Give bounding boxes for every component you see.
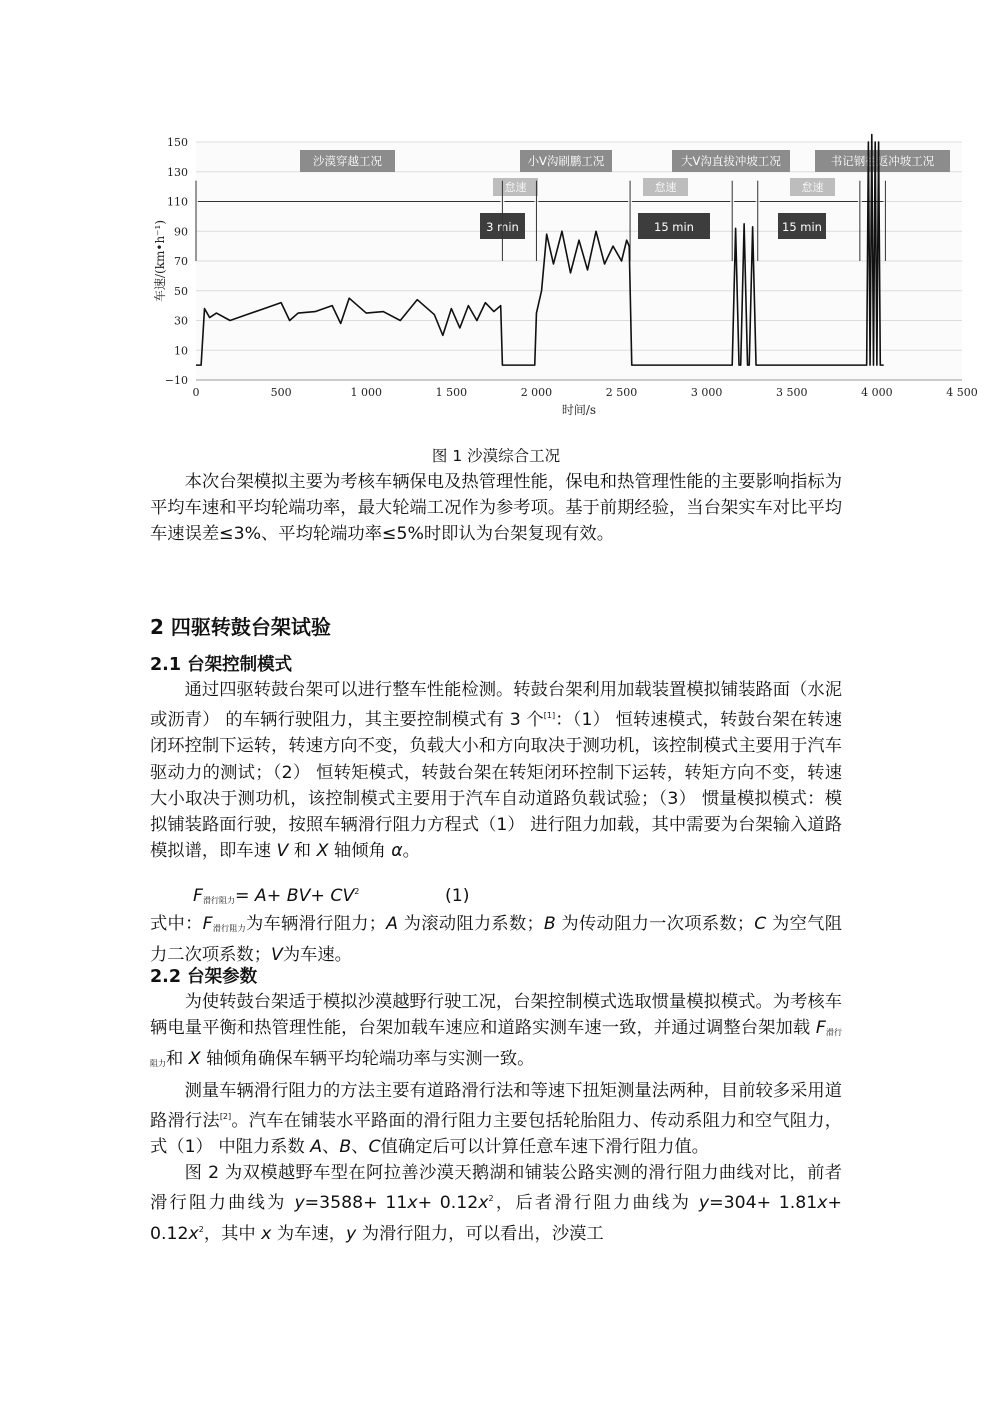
s22p3-f1b: + 0.12 <box>417 1193 479 1214</box>
idle-label: 怠速 <box>654 181 677 194</box>
var-X: X <box>316 841 329 862</box>
where-F: F <box>202 914 213 934</box>
section-2-2-paragraph-3 <box>150 1160 842 1247</box>
s22p1-F: F <box>815 1018 826 1039</box>
where-clause-block <box>150 911 842 968</box>
s21-period: 。 <box>402 841 420 862</box>
where-V: V <box>270 945 283 966</box>
y-tick-label: 150 <box>167 136 188 149</box>
s22p3-x2: x <box>478 1193 489 1214</box>
s22p2-c: 值确定后可以计算任意车速下滑行阻力值。 <box>380 1137 709 1158</box>
figure-caption: 图 1 沙漠综合工况 <box>431 447 561 465</box>
y-tick-label: 50 <box>174 284 188 298</box>
section-2-2-title: 2.2 台架参数 <box>150 967 258 987</box>
eq-subscript: 滑行阻力 <box>202 896 235 905</box>
eq-rhs: = A+ BV+ CV <box>234 886 355 906</box>
x-axis-title: 时间/s <box>561 403 597 417</box>
s21-and: 和 <box>288 841 317 862</box>
where-B: B <box>543 914 556 934</box>
x-tick-label: 3 000 <box>690 386 723 399</box>
s22p3-y3: y <box>346 1223 357 1244</box>
phase-label: 沙漠穿越工况 <box>313 154 382 168</box>
s22p3-e: 为滑行阻力，可以看出，沙漠工 <box>356 1223 604 1244</box>
section-2-1-paragraph <box>150 677 842 864</box>
s22p3-x5: x <box>261 1223 272 1244</box>
section-2-1-title: 2.1 台架控制模式 <box>150 655 293 675</box>
s22p2-A: A <box>310 1137 323 1158</box>
y-axis-title: 车速/(km•h⁻¹) <box>153 219 167 303</box>
s21-text-a: 通过四驱转鼓台架可以进行整车性能检测。转鼓台架利用加载装置模拟铺装路面（水泥或沥青） 的车辆行驶阻力，其主要控制模式有 3 个 <box>150 680 842 731</box>
section-2-2-paragraph-2 <box>150 1078 842 1161</box>
y-tick-label: 110 <box>167 195 188 209</box>
s22p3-y1: y <box>294 1193 305 1214</box>
s22p2-B: B <box>339 1137 352 1158</box>
x-tick-label: 4 500 <box>946 386 978 399</box>
section-2-1-body <box>150 677 842 864</box>
x-tick-label: 2 000 <box>520 386 553 399</box>
s22p2-sep2: 、 <box>351 1137 369 1158</box>
eq-F: F <box>193 886 203 906</box>
interval-label: 3 min <box>486 220 519 234</box>
x-tick-label: 3 500 <box>776 386 808 399</box>
s22p2-b: 。汽车在铺装水平路面的滑行阻力主要包括轮胎阻力、传动系阻力和空气阻力，式（1） 中阻力系数 <box>150 1110 842 1158</box>
where-clause <box>150 911 842 968</box>
interval-label: 15 min <box>782 220 822 234</box>
y-tick-label: 10 <box>174 344 188 358</box>
y-tick-label: 130 <box>167 165 188 179</box>
s22p2-a: 测量车辆滑行阻力的方法主要有道路滑行法和等速下扭矩测量法两种，目前较多采用道路滑行法 <box>150 1080 842 1131</box>
s22p1-b: 和 <box>166 1049 189 1070</box>
var-V: V <box>276 841 289 862</box>
s22p2-sep1: 、 <box>322 1137 340 1158</box>
reference-2: [2] <box>219 1111 232 1121</box>
s22p3-y2: y <box>698 1193 710 1214</box>
where-e: 为空气阻力二次项系数； <box>150 914 842 966</box>
phase-label: 书记钢往返冲坡工况 <box>830 154 935 168</box>
s21-text-b: ：（1） 恒转速模式，转鼓台架在转速闭环控制下运转，转速方向不变，负载大小和方向取决于测功机，该控制模式主要用于汽车驱动力的测试；（2） 恒转矩模式，转鼓台架在转矩闭环控制下运转，转矩方向不变，转速大小取决于测功机，该控制模式主要用于汽车自动道路负载试验；（3） 惯量模拟模式：模拟铺装路面行驶，按照车辆滑行阻力方程式（1） 进行阻力加载，其中需要为台架输入道路模拟谱，即车速 <box>150 710 842 862</box>
where-A: A <box>386 914 398 934</box>
section-2-2-body <box>150 989 842 1247</box>
section-2-title: 2 四驱转鼓台架试验 <box>150 615 331 639</box>
s21-text-c: 轴倾角 <box>328 841 392 862</box>
reference-1: [1] <box>543 711 556 721</box>
s22p2-C: C <box>368 1137 381 1158</box>
equation-1 <box>193 886 470 906</box>
where-prefix: 式中： <box>150 914 203 934</box>
var-alpha: α <box>391 841 403 862</box>
x-tick-label: 4 000 <box>861 386 893 399</box>
y-tick-label: 30 <box>174 314 188 328</box>
intro-paragraph: 本次台架模拟主要为考核车辆保电及热管理性能，保电和热管理性能的主要影响指标为平均车速和平均轮端功率，最大轮端工况作为参考项。基于前期经验，当台架实车对比平均车速误差≤3%、平均轮端功率≤5%时即认为台架复现有效。 <box>150 472 842 545</box>
s22p3-d: 为车速， <box>271 1223 347 1244</box>
figure-1-chart <box>150 128 978 423</box>
idle-label: 怠速 <box>801 181 824 194</box>
s22p1-c: 轴倾角确保车辆平均轮端功率与实测一致。 <box>200 1049 535 1070</box>
y-tick-label: 70 <box>174 255 188 268</box>
where-d: 为传动阻力一次项系数； <box>555 914 755 934</box>
phase-label: 大V沟直拔冲坡工况 <box>681 154 781 168</box>
y-tick-label: 90 <box>174 225 188 239</box>
s22p3-sup1: 2 <box>488 1194 494 1204</box>
y-tick-label: −10 <box>164 374 188 387</box>
s22p3-x4: x <box>188 1223 199 1244</box>
s22p3-c: ，其中 <box>203 1223 262 1244</box>
s22p3-f2b: + 0.12 <box>150 1193 842 1244</box>
phase-label: 小V沟刷鹏工况 <box>527 154 605 168</box>
eq-superscript: 2 <box>354 887 360 896</box>
x-tick-label: 0 <box>192 386 200 399</box>
where-c: 为滚动阻力系数； <box>397 914 544 934</box>
interval-label: 15 min <box>654 220 694 234</box>
section-2-2-paragraph-1 <box>150 989 842 1078</box>
idle-label: 怠速 <box>504 181 527 194</box>
s22p3-f2a: =304+ 1.81 <box>709 1193 818 1214</box>
s22p3-b: ，后者滑行阻力曲线为 <box>493 1193 699 1214</box>
intro-paragraph-block <box>150 469 842 548</box>
where-f: 为车速。 <box>282 945 352 966</box>
x-tick-label: 1 000 <box>350 386 382 399</box>
equation-number: (1) <box>445 886 470 906</box>
s22p1-X: X <box>188 1049 201 1070</box>
s22p3-f1a: =3588+ 11 <box>304 1193 408 1214</box>
s22p3-sup2: 2 <box>198 1224 204 1234</box>
where-F-subscript: 滑行阻力 <box>212 924 246 933</box>
s22p1-a: 为使转鼓台架适于模拟沙漠越野行驶工况，台架控制模式选取惯量模拟模式。为考核车辆电量平衡和热管理性能，台架加载车速应和道路实测车速一致，并通过调整台架加载 <box>150 992 842 1039</box>
s22p3-x1: x <box>407 1193 418 1214</box>
x-tick-label: 2 500 <box>605 386 638 399</box>
s22p1-F-sub: 滑行阻力 <box>150 1028 843 1069</box>
where-C: C <box>754 914 767 934</box>
where-b: 为车辆滑行阻力； <box>245 914 387 934</box>
x-tick-label: 1 500 <box>435 386 468 399</box>
x-tick-label: 500 <box>270 386 292 399</box>
s22p3-x3: x <box>817 1193 828 1214</box>
s22p3-a: 图 2 为双模越野车型在阿拉善沙漠天鹅湖和铺装公路实测的滑行阻力曲线对比，前者滑行阻力曲线为 <box>150 1163 842 1214</box>
